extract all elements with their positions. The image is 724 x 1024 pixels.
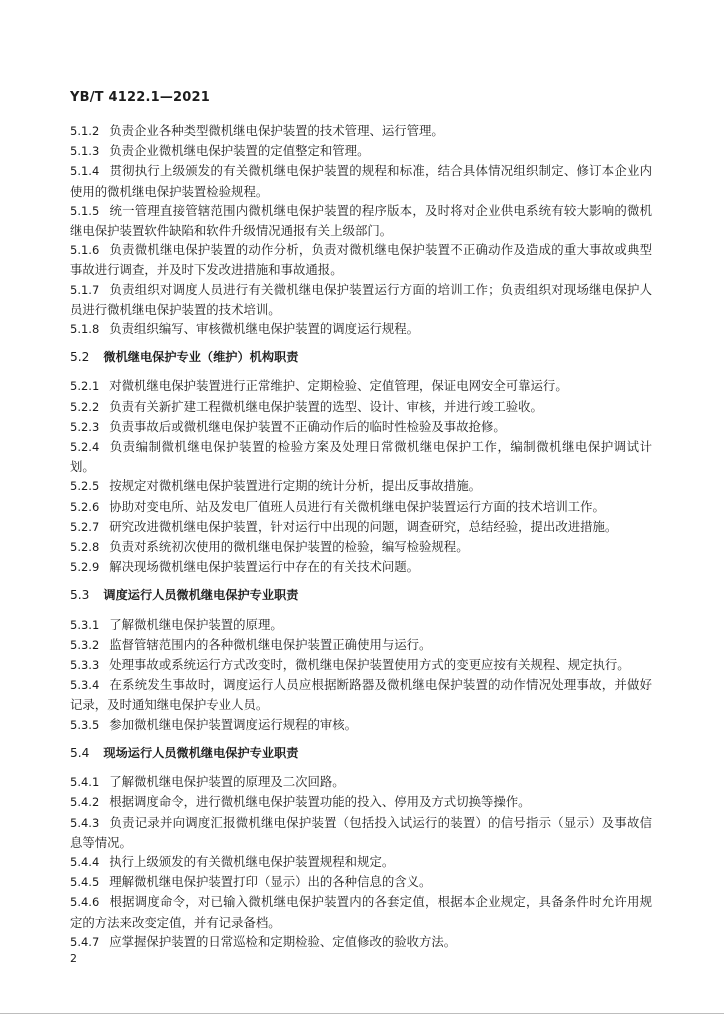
section-title: 现场运行人员微机继电保护专业职责	[103, 745, 299, 760]
clause-item	[70, 655, 652, 675]
clause-item	[70, 792, 652, 812]
clause-number: 5.3.1	[70, 617, 100, 632]
standard-code: YB/T 4122.1—2021	[70, 90, 211, 105]
clause-text: 协助对变电所、站及发电厂值班人员进行有关微机继电保护装置运行方面的技术培训工作。	[109, 498, 605, 514]
clause-item	[70, 872, 652, 892]
clause-item	[70, 813, 652, 852]
clause-text: 贯彻执行上级颁发的有关微机继电保护装置的规程和标准，结合具体情况组织制定、修订本企业内使用的微机继电保护装置检验规程。	[70, 163, 652, 199]
clause-text: 负责事故后或微机继电保护装置不正确动作后的临时性检验及事故抢修。	[109, 418, 506, 434]
clause-item	[70, 417, 652, 437]
clause-text: 解决现场微机继电保护装置运行中存在的有关技术问题。	[109, 559, 420, 575]
clause-item	[70, 517, 652, 537]
clause-number: 5.1.8	[70, 322, 100, 337]
section-number: 5.3	[70, 588, 90, 603]
clause-text: 在系统发生事故时，调度运行人员应根据断路器及微机继电保护装置的动作情况处理事故，并做好记录，及时通知继电保护专业人员。	[70, 677, 652, 713]
clause-number: 5.4.4	[70, 854, 100, 869]
clause-text: 按规定对微机继电保护装置进行定期的统计分析，提出反事故措施。	[109, 478, 481, 494]
clause-number: 5.4.6	[70, 895, 100, 910]
clause-number: 5.2.1	[70, 379, 100, 394]
bottom-divider	[0, 1013, 724, 1014]
section-title: 微机继电保护专业（维护）机构职责	[103, 350, 299, 365]
section-heading	[70, 586, 652, 605]
clause-number: 5.2.8	[70, 540, 100, 555]
clause-text: 研究改进微机继电保护装置，针对运行中出现的问题，调查研究，总结经验，提出改进措施。	[109, 518, 618, 534]
clause-item	[70, 437, 652, 476]
page-number: 2	[70, 952, 77, 965]
clause-text: 负责微机继电保护装置的动作分析，负责对微机继电保护装置不正确动作及造成的重大事故或典型事故进行调查，并及时下发改进措施和事故通报。	[70, 242, 652, 278]
clause-number: 5.1.7	[70, 282, 100, 297]
clause-number: 5.4.5	[70, 875, 100, 890]
clause-item	[70, 675, 652, 714]
clause-item	[70, 476, 652, 496]
clause-item	[70, 537, 652, 557]
clause-item	[70, 635, 652, 655]
clause-number: 5.2.5	[70, 479, 100, 494]
clause-number: 5.1.6	[70, 243, 100, 258]
clause-item	[70, 319, 652, 339]
clause-item	[70, 161, 652, 200]
clause-text: 了解微机继电保护装置的原理。	[109, 616, 283, 632]
clause-text: 参加微机继电保护装置调度运行规程的审核。	[109, 716, 358, 732]
clause-number: 5.2.3	[70, 419, 100, 434]
clause-number: 5.1.5	[70, 203, 100, 218]
clause-number: 5.2.2	[70, 399, 100, 414]
clause-text: 根据调度命令，进行微机继电保护装置功能的投入、停用及方式切换等操作。	[109, 794, 531, 810]
section-number: 5.2	[70, 350, 90, 365]
clause-number: 5.1.3	[70, 144, 100, 159]
clause-number: 5.4.2	[70, 795, 100, 810]
clause-text: 对微机继电保护装置进行正常维护、定期检验、定值管理，保证电网安全可靠运行。	[109, 378, 568, 394]
document-body	[70, 121, 652, 952]
clause-item	[70, 201, 652, 240]
clause-item	[70, 280, 652, 319]
section-title: 调度运行人员微机继电保护专业职责	[103, 588, 299, 603]
clause-text: 负责编制微机继电保护装置的检验方案及处理日常微机继电保护工作，编制微机继电保护调试计划。	[70, 439, 652, 475]
clause-item	[70, 772, 652, 792]
clause-item	[70, 557, 652, 577]
clause-item	[70, 141, 652, 161]
section-heading	[70, 348, 652, 367]
clause-number: 5.4.3	[70, 815, 100, 830]
clause-text: 了解微机继电保护装置的原理及二次回路。	[109, 774, 345, 790]
clause-number: 5.3.3	[70, 658, 100, 673]
clause-item	[70, 852, 652, 872]
clause-item	[70, 932, 652, 952]
clause-text: 根据调度命令，对已输入微机继电保护装置内的各套定值，根据本企业规定，具备条件时允许用规定的方法来改变定值，并有记录备档。	[70, 894, 652, 930]
clause-item	[70, 240, 652, 279]
clause-item	[70, 497, 652, 517]
section-number: 5.4	[70, 745, 90, 760]
clause-text: 理解微机继电保护装置打印（显示）出的各种信息的含义。	[109, 874, 432, 890]
clause-text: 负责组织编写、审核微机继电保护装置的调度运行规程。	[109, 321, 420, 337]
clause-text: 负责有关新扩建工程微机继电保护装置的选型、设计、审核，并进行竣工验收。	[109, 398, 543, 414]
clause-number: 5.4.7	[70, 934, 100, 949]
clause-item	[70, 892, 652, 931]
clause-number: 5.2.6	[70, 499, 100, 514]
clause-number: 5.2.7	[70, 519, 100, 534]
clause-text: 执行上级颁发的有关微机继电保护装置规程和规定。	[109, 853, 395, 869]
clause-number: 5.3.2	[70, 637, 100, 652]
clause-number: 5.3.5	[70, 717, 100, 732]
clause-number: 5.2.9	[70, 560, 100, 575]
clause-text: 监督管辖范围内的各种微机继电保护装置正确使用与运行。	[109, 636, 432, 652]
clause-number: 5.2.4	[70, 440, 100, 455]
clause-text: 处理事故或系统运行方式改变时，微机继电保护装置使用方式的变更应按有关规程、规定执行。	[109, 657, 630, 673]
clause-text: 负责企业微机继电保护装置的定值整定和管理。	[109, 143, 370, 159]
clause-item	[70, 615, 652, 635]
clause-number: 5.1.4	[70, 164, 100, 179]
clause-number: 5.4.1	[70, 775, 100, 790]
clause-text: 负责企业各种类型微机继电保护装置的技术管理、运行管理。	[109, 123, 444, 138]
clause-text: 统一管理直接管辖范围内微机继电保护装置的程序版本，及时将对企业供电系统有较大影响的微机继电保护装置软件缺陷和软件升级情况通报有关上级部门。	[70, 202, 652, 239]
clause-text: 负责记录并向调度汇报微机继电保护装置（包括投入试运行的装置）的信号指示（显示）及事故信息等情况。	[70, 814, 652, 850]
clause-item	[70, 376, 652, 396]
clause-item	[70, 397, 652, 417]
section-heading	[70, 744, 652, 763]
clause-number: 5.3.4	[70, 678, 100, 693]
clause-item	[70, 715, 652, 735]
clause-text: 负责组织对调度人员进行有关微机继电保护装置运行方面的培训工作；负责组织对现场继电保护人员进行微机继电保护装置的技术培训。	[70, 281, 652, 317]
clause-number: 5.1.2	[70, 124, 100, 138]
clause-text: 应掌握保护装置的日常巡检和定期检验、定值修改的验收方法。	[109, 933, 457, 949]
clause-item	[70, 121, 652, 141]
clause-text: 负责对系统初次使用的微机继电保护装置的检验，编写检验规程。	[109, 539, 469, 555]
